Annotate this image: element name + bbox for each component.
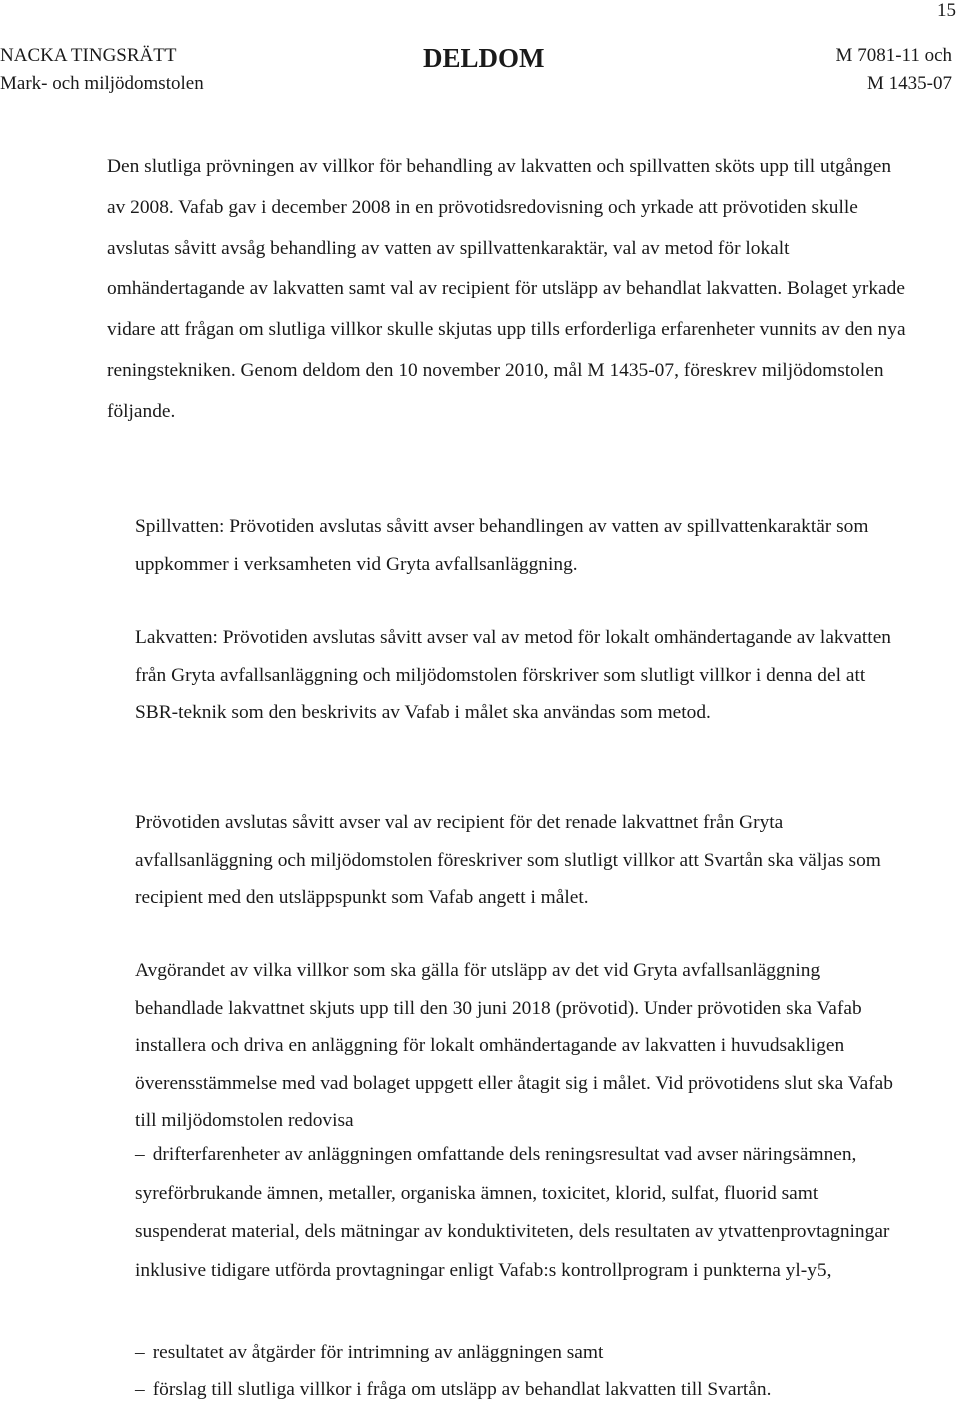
- court-department: Mark- och miljödomstolen: [0, 73, 204, 94]
- spillvatten-paragraph: Spillvatten: Prövotiden avslutas såvitt avser behandlingen av vatten av spillvattenkaraktär som uppkommer i verksamheten vid Gryta avfallsanläggning.: [135, 516, 869, 575]
- dash-bullet: –: [135, 1342, 145, 1363]
- dash-bullet: –: [135, 1144, 145, 1165]
- page-number: 15: [937, 0, 956, 21]
- reporting-list: [135, 1136, 905, 1291]
- case-number-line2: M 1435-07: [867, 73, 952, 94]
- case-number-block: [836, 42, 952, 98]
- lakvatten-paragraph: Lakvatten: Prövotiden avslutas såvitt avser val av metod för lokalt omhändertagande av lakvatten från Gryta avfallsanläggning och miljödomstolen förskriver som slutligt villkor i denna del att SBR-teknik som den beskrivits av Vafab i målet ska användas som metod.: [135, 627, 891, 723]
- list-item-text: förslag till slutliga villkor i fråga om utsläpp av behandlat lakvatten till Svartån.: [152, 1379, 772, 1400]
- list-item: [135, 1136, 905, 1291]
- dash-bullet: –: [135, 1379, 145, 1400]
- list-item-text: drifterfarenheter av anläggningen omfattande dels reningsresultat vad avser näringsämnen, syreförbrukande ämnen, metaller, organiska ämnen, toxicitet, klorid, sulfat, fluorid samt suspenderat material, dels mätningar av konduktiviteten, dels resultaten av ytvattenprovtagningar inklusive tidigare utförda provtagningar enligt Vafab:s kontrollprogram i punkterna yl-y5,: [135, 1144, 890, 1282]
- list-item: [135, 1334, 905, 1371]
- document-header: [0, 42, 960, 98]
- list-item-text: resultatet av åtgärder för intrimning av anläggningen samt: [152, 1342, 604, 1363]
- case-number-line1: M 7081-11 och: [835, 45, 952, 66]
- document-type: DELDOM: [423, 43, 545, 73]
- list-item: [135, 1371, 905, 1408]
- avgorandet-paragraph: Avgörandet av vilka villkor som ska gälla för utsläpp av det vid Gryta avfallsanläggning behandlade lakvattnet skjuts upp till den 30 juni 2018 (prövotid). Under prövotiden ska Vafab installera och driva en anläggning för lokalt omhändertagande av lakvatten i huvudsakligen överensstämmelse med vad bolaget uppgett eller åtagit sig i målet. Vid prövotidens slut ska Vafab till miljödomstolen redovisa: [135, 960, 893, 1131]
- reporting-list-continued: [135, 1334, 905, 1408]
- court-name: NACKA TINGSRÄTT: [0, 45, 177, 66]
- recipient-paragraph: Prövotiden avslutas såvitt avser val av recipient för det renade lakvattnet från Gryta avfallsanläggning och miljödomstolen föreskriver som slutligt villkor att Svartån ska väljas som recipient med den utsläppspunkt som Vafab angett i målet.: [135, 812, 881, 908]
- intro-paragraph: Den slutliga prövningen av villkor för behandling av lakvatten och spillvatten sköts upp till utgången av 2008. Vafab gav i december 2008 in en prövotidsredovisning och yrkade att prövotiden skulle avslutas såvitt avsåg behandling av vatten av spillvattenkaraktär, val av metod för lokalt omhändertagande av lakvatten samt val av recipient för utsläpp av behandlat lakvatten. Bolaget yrkade vidare att frågan om slutliga villkor skulle skjutas upp tills erforderliga erfarenheter vunnits av den nya reningstekniken. Genom deldom den 10 november 2010, mål M 1435-07, föreskrev miljödomstolen följande.: [107, 156, 906, 422]
- court-block: [0, 42, 204, 98]
